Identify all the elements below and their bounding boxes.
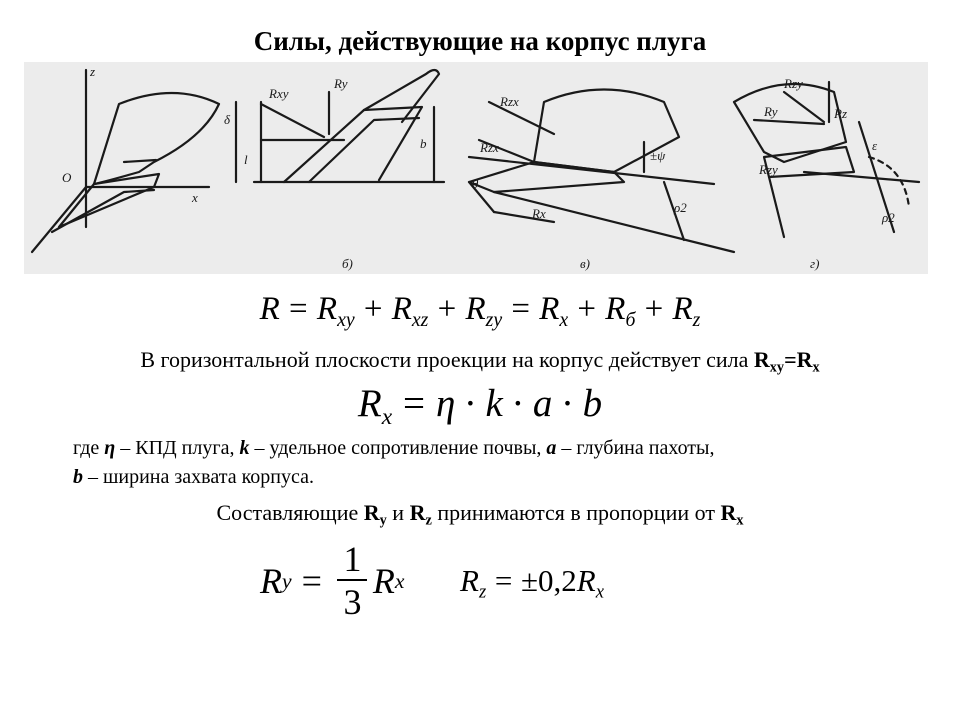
fig-label: O bbox=[62, 170, 72, 185]
fig-caption: г) bbox=[810, 256, 820, 271]
plough-forces-figure bbox=[24, 62, 928, 274]
fig-label: Rzy bbox=[759, 162, 778, 177]
definitions-line-1: где η – КПД плуга, k – удельное сопротивление почвы, а – глубина пахоты, bbox=[73, 437, 715, 459]
fig-caption: в) bbox=[580, 256, 590, 271]
fig-caption: б) bbox=[342, 256, 353, 271]
slide-title: Силы, действующие на корпус плуга bbox=[253, 26, 707, 56]
fig-label: Rzx bbox=[480, 140, 499, 155]
components-text: Составляющие $R_y$ и $R_z$ принимаются в пропорции от $R_x$ bbox=[216, 500, 744, 529]
horizontal-projection-text: В горизонтальной плоскости проекции на корпус действует сила $R_{xy}=R_x$ bbox=[140, 347, 820, 376]
fig-label: Rz bbox=[834, 106, 847, 121]
panel-b-diagram bbox=[224, 70, 444, 271]
main-force-equation: $R = R_{xy} + R_{xz} + R_{zy} = R_x + R_б + R_z$ bbox=[259, 291, 701, 331]
fig-label: Rzx bbox=[500, 94, 519, 109]
panel-d-diagram bbox=[734, 76, 919, 271]
fig-label: Rx bbox=[532, 206, 546, 221]
fig-label: Ry bbox=[334, 76, 348, 91]
fig-label: Ry bbox=[764, 104, 778, 119]
rz-equation: $R_z = \pm 0,2R_x$ bbox=[460, 563, 604, 603]
fig-label: l bbox=[244, 152, 248, 167]
panel-a-diagram bbox=[32, 64, 219, 252]
fig-label: b bbox=[420, 136, 427, 151]
fig-label: z bbox=[90, 64, 96, 79]
rx-equation: $R_x = \eta \cdot k \cdot a \cdot b$ bbox=[357, 382, 603, 431]
definitions-line-2: b – ширина захвата корпуса. bbox=[73, 466, 314, 488]
fig-label: x bbox=[192, 190, 198, 205]
fig-label: Rxy bbox=[269, 86, 289, 101]
fig-label: ρ2 bbox=[674, 200, 687, 215]
fig-label: ε bbox=[872, 138, 878, 153]
fig-label: ρ2 bbox=[882, 210, 895, 225]
ry-equation: R y = $\frac{1}{3}$ R x bbox=[260, 539, 405, 622]
fraction: $\frac{1}{3}$ bbox=[337, 539, 367, 623]
panel-c-diagram bbox=[469, 90, 734, 272]
fig-label: δ bbox=[224, 112, 231, 127]
fig-label: ±ψ bbox=[650, 148, 666, 163]
fig-label: Rzy bbox=[784, 76, 803, 91]
fig-label: θ bbox=[472, 176, 479, 191]
